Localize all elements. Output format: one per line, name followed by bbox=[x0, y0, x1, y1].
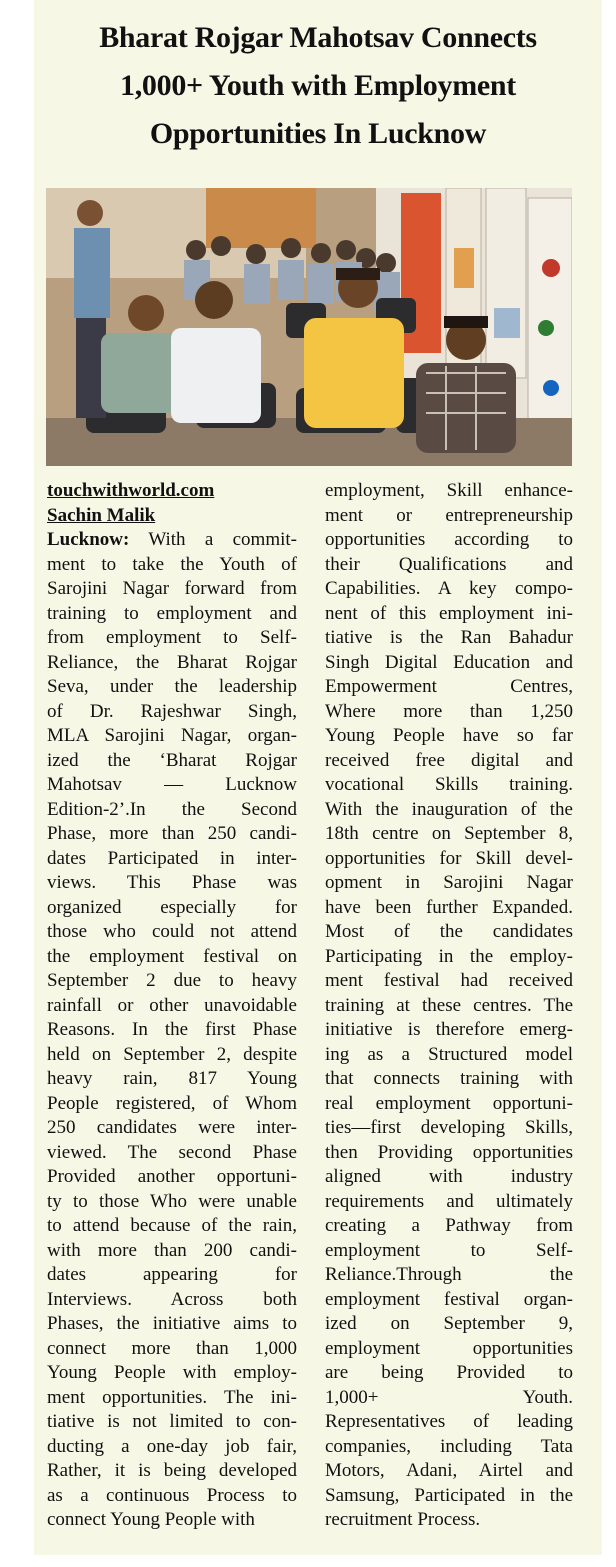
body-line: ment or entrepreneurship bbox=[325, 504, 573, 526]
body-line: received free digital and bbox=[325, 749, 573, 771]
body-line: recruitment Process. bbox=[325, 1509, 481, 1530]
body-line: Where more than 1,250 bbox=[325, 700, 573, 722]
body-line: 18th centre on September 8, bbox=[325, 823, 573, 844]
body-line: connect more than 1,000 bbox=[47, 1337, 297, 1359]
body-line: Lucknow: With a commit- bbox=[47, 529, 297, 550]
article-column-right bbox=[325, 479, 573, 1533]
body-line: then Providing opportunities bbox=[325, 1141, 573, 1163]
body-line: opportunities for Skill devel- bbox=[325, 847, 573, 869]
body-line: creating a Pathway from bbox=[325, 1215, 573, 1236]
body-line: from employment to Self- bbox=[47, 627, 297, 648]
body-line: training to employment and bbox=[47, 602, 297, 624]
body-line: Reliance, the Bharat Rojgar bbox=[47, 651, 297, 673]
body-line: Phase, more than 250 candi- bbox=[47, 823, 297, 844]
body-line: Samsung, Participated in the bbox=[325, 1484, 573, 1506]
body-line: 1,000+ Youth. bbox=[325, 1386, 573, 1408]
body-line: Sarojini Nagar forward from bbox=[47, 578, 297, 599]
article-page bbox=[34, 0, 602, 1555]
body-line: employment, Skill enhance- bbox=[325, 480, 573, 501]
body-line: those who could not attend bbox=[47, 921, 297, 942]
website-credit[interactable]: touchwithworld.com bbox=[47, 480, 215, 501]
body-line: Representatives of leading bbox=[325, 1411, 573, 1432]
body-line: dates Participated in inter- bbox=[47, 847, 297, 869]
body-line: ized the ‘Bharat Rojgar bbox=[47, 749, 297, 771]
body-line: rainfall or other unavoidable bbox=[47, 994, 297, 1016]
body-line: vocational Skills training. bbox=[325, 774, 573, 795]
body-line: Phases, the initiative aims to bbox=[47, 1313, 297, 1334]
body-line: 250 candidates were inter- bbox=[47, 1117, 297, 1138]
body-line: connect Young People with bbox=[47, 1509, 255, 1530]
body-line: ment to take the Youth of bbox=[47, 553, 297, 575]
body-line: Most of the candidates bbox=[325, 921, 573, 942]
body-line: Reasons. In the first Phase bbox=[47, 1019, 297, 1040]
body-line: People registered, of Whom bbox=[47, 1092, 297, 1114]
body-line: MLA Sarojini Nagar, organ- bbox=[47, 725, 297, 746]
body-line: Edition-2’.In the Second bbox=[47, 798, 297, 820]
body-line: Motors, Adani, Airtel and bbox=[325, 1460, 573, 1481]
body-line: companies, including Tata bbox=[325, 1435, 573, 1457]
article-photo bbox=[46, 188, 572, 466]
body-line: Empowerment Centres, bbox=[325, 676, 573, 697]
body-line: ment opportunities. The ini- bbox=[47, 1386, 297, 1408]
body-line: opment in Sarojini Nagar bbox=[325, 872, 573, 893]
body-line: tiative is the Ran Bahadur bbox=[325, 627, 573, 648]
body-line: training at these centres. The bbox=[325, 994, 573, 1016]
body-line: Seva, under the leadership bbox=[47, 676, 297, 697]
headline-line: Opportunities In Lucknow bbox=[149, 117, 487, 150]
body-line: of Dr. Rajeshwar Singh, bbox=[47, 700, 297, 722]
body-line: to attend because of the rain, bbox=[47, 1215, 297, 1236]
body-line: their Qualifications and bbox=[325, 553, 573, 575]
body-line: tiative is not limited to con- bbox=[47, 1411, 297, 1432]
body-line: employment to Self- bbox=[325, 1239, 573, 1261]
body-line: Singh Digital Education and bbox=[325, 651, 573, 673]
body-line: real employment opportuni- bbox=[325, 1092, 573, 1114]
body-line: the employment festival on bbox=[47, 945, 297, 967]
author-credit[interactable]: Sachin Malik bbox=[47, 504, 156, 526]
body-line: Young People with employ- bbox=[47, 1362, 297, 1383]
body-line: nent of this employment ini- bbox=[325, 602, 573, 624]
body-line: employment festival organ- bbox=[325, 1288, 573, 1310]
headline-line: Bharat Rojgar Mahotsav Connects bbox=[99, 21, 537, 54]
body-line: Interviews. Across both bbox=[47, 1288, 297, 1310]
body-line: ized on September 9, bbox=[325, 1313, 573, 1334]
body-line: ty to those Who were unable bbox=[47, 1190, 297, 1212]
body-line: views. This Phase was bbox=[47, 872, 297, 893]
body-line: September 2 due to heavy bbox=[47, 970, 297, 991]
body-line: held on September 2, despite bbox=[47, 1043, 297, 1065]
body-line: have been further Expanded. bbox=[325, 896, 573, 918]
body-line: as a continuous Process to bbox=[47, 1484, 297, 1506]
dateline: Lucknow: bbox=[47, 529, 130, 550]
body-line: Mahotsav — Lucknow bbox=[47, 774, 297, 795]
body-line: heavy rain, 817 Young bbox=[47, 1068, 297, 1089]
body-line: Young People have so far bbox=[325, 725, 573, 746]
body-line: ment festival had received bbox=[325, 970, 573, 991]
body-line: opportunities according to bbox=[325, 529, 573, 550]
body-line: aligned with industry bbox=[325, 1166, 573, 1187]
body-line: that connects training with bbox=[325, 1068, 573, 1089]
body-line: are being Provided to bbox=[325, 1362, 573, 1383]
body-line: ing as a Structured model bbox=[325, 1043, 573, 1065]
body-line: dates appearing for bbox=[47, 1264, 297, 1285]
body-line: Rather, it is being developed bbox=[47, 1460, 297, 1481]
headline bbox=[34, 14, 602, 158]
body-line: Participating in the employ- bbox=[325, 945, 573, 967]
body-line: viewed. The second Phase bbox=[47, 1141, 297, 1163]
body-line: ties—first developing Skills, bbox=[325, 1117, 573, 1138]
body-line: Reliance.Through the bbox=[325, 1264, 573, 1285]
body-line: with more than 200 candi- bbox=[47, 1239, 297, 1261]
body-line: ducting a one-day job fair, bbox=[47, 1435, 297, 1457]
body-line: organized especially for bbox=[47, 896, 297, 918]
body-line: employment opportunities bbox=[325, 1337, 573, 1359]
body-line: Provided another opportuni- bbox=[47, 1166, 297, 1187]
body-line: requirements and ultimately bbox=[325, 1190, 573, 1212]
headline-line: 1,000+ Youth with Employment bbox=[120, 69, 516, 102]
body-line: Capabilities. A key compo- bbox=[325, 578, 573, 599]
body-line: With the inauguration of the bbox=[325, 798, 573, 820]
article-column-left bbox=[47, 479, 297, 1533]
body-line: initiative is therefore emerg- bbox=[325, 1019, 573, 1040]
